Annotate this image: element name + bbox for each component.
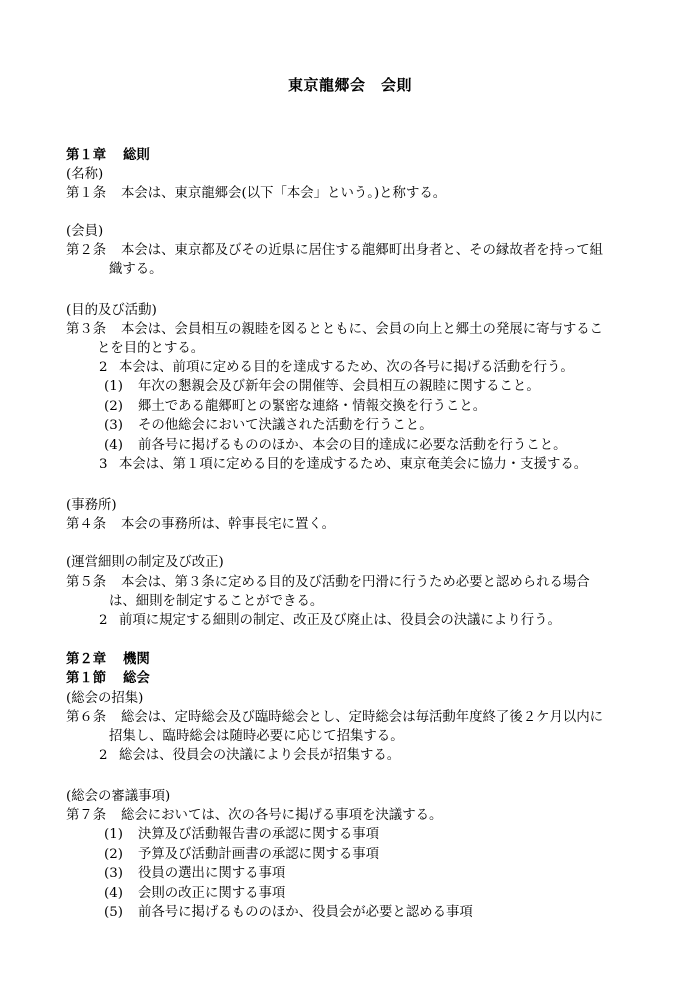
article-3-caption: (目的及び活動) [66,303,157,318]
article-7-item-3-num: (3) [104,866,123,881]
article-1-text: 本会は、東京龍郷会(以下「本会」という。)と称する。 [121,186,447,201]
article-3-item-3-num: (3) [104,418,123,433]
article-3-item-1-text: 年次の懇親会及び新年会の開催等、会員相互の親睦に関すること。 [138,379,540,394]
article-4-text: 本会の事務所は、幹事長宅に置く。 [121,517,335,532]
article-7-item-4-text: 会則の改正に関する事項 [138,886,286,901]
article-6-para-2-text: 総会は、役員会の決議により会長が招集する。 [119,748,401,763]
article-3-para-3-text: 本会は、第１項に定める目的を達成するため、東京奄美会に協力・支援する。 [119,457,588,472]
article-7-item-4 [104,885,285,903]
article-3-line-1 [66,321,603,339]
article-7-text: 総会においては、次の各号に掲げる事項を決議する。 [121,808,443,823]
article-7-item-5-text: 前各号に掲げるもののほか、役員会が必要と認める事項 [138,905,473,920]
article-6-para-2 [99,747,400,765]
article-6-label: 第６条 [66,710,107,725]
article-3-para-2-text: 本会は、前項に定める目的を達成するため、次の各号に掲げる活動を行う。 [119,360,574,375]
chapter-2-heading [66,651,150,669]
article-3-para-2-num: 2 [99,360,108,375]
article-7-item-5 [104,904,473,922]
article-1-label: 第１条 [66,186,107,201]
article-5-line-2: は、細則を制定することができる。 [109,594,324,609]
article-7-line [66,807,442,825]
article-3-item-3 [104,417,433,435]
article-3-item-1 [104,378,540,396]
article-2-caption: (会員) [66,224,104,239]
article-3-line-2: とを目的とする。 [97,341,205,356]
article-5-para-2-num: 2 [99,613,108,628]
chapter-2-title: 機関 [123,652,150,667]
article-2-line-2: 織する。 [109,262,163,277]
chapter-1-heading [66,147,150,165]
article-5-para-2 [99,612,561,630]
article-2-line-1 [66,242,603,260]
article-7-caption: (総会の審議事項) [66,789,171,804]
article-3-item-3-text: その他総会において決議された活動を行うこと。 [138,418,433,433]
article-3-para-3 [99,456,587,474]
article-7-item-3-text: 役員の選出に関する事項 [138,866,286,881]
article-6-text-1: 総会は、定時総会及び臨時総会とし、定時総会は毎活動年度終了後２ケ月以内に [121,710,604,725]
chapter-2-label: 第２章 [66,652,107,667]
article-3-label: 第３条 [66,322,107,337]
chapter-1-title: 総則 [123,148,150,163]
article-7-item-4-num: (4) [104,886,123,901]
article-7-item-1-text: 決算及び活動報告書の承認に関する事項 [138,827,380,842]
article-7-item-2-num: (2) [104,847,123,862]
article-2-text-1: 本会は、東京都及びその近県に居住する龍郷町出身者と、その縁故者を持って組 [121,243,604,258]
article-2-label: 第２条 [66,243,107,258]
article-1-caption: (名称) [66,167,104,182]
article-3-item-4-text: 前各号に掲げるもののほか、本会の目的達成に必要な活動を行うこと。 [138,438,567,453]
article-3-item-4 [104,437,567,455]
article-5-para-2-text: 前項に規定する細則の制定、改正及び廃止は、役員会の決議により行う。 [119,613,561,628]
section-1-title: 総会 [123,671,150,686]
article-6-line-1 [66,709,603,727]
article-5-label: 第５条 [66,575,107,590]
article-7-label: 第７条 [66,808,107,823]
article-6-para-2-num: 2 [99,748,108,763]
article-4-line [66,516,335,534]
article-5-caption: (運営細則の制定及び改正) [66,555,224,570]
article-5-line-1 [66,574,590,592]
chapter-1-label: 第１章 [66,148,107,163]
article-3-item-1-num: (1) [104,379,123,394]
article-1-line [66,185,446,203]
section-1-heading [66,670,150,688]
article-7-item-1 [104,826,379,844]
article-3-para-2 [99,359,574,377]
article-6-caption: (総会の招集) [66,691,144,706]
article-4-label: 第４条 [66,517,107,532]
article-3-item-2 [104,398,486,416]
article-7-item-2-text: 予算及び活動計画書の承認に関する事項 [138,847,380,862]
article-3-item-2-num: (2) [104,399,123,414]
article-3-text-1: 本会は、会員相互の親睦を図るとともに、会員の向上と郷土の発展に寄与するこ [121,322,604,337]
article-7-item-2 [104,846,379,864]
section-1-label: 第１節 [66,671,107,686]
article-3-item-2-text: 郷土である龍郷町との緊密な連絡・情報交換を行うこと。 [138,399,487,414]
document-title: 東京龍郷会 会則 [287,76,412,94]
article-5-text-1: 本会は、第３条に定める目的及び活動を円滑に行うため必要と認められる場合 [121,575,590,590]
article-7-item-3 [104,865,285,883]
article-6-line-2: 招集し、臨時総会は随時必要に応じて招集する。 [109,729,404,744]
article-7-item-5-num: (5) [104,905,123,920]
article-3-para-3-num: 3 [99,457,108,472]
article-7-item-1-num: (1) [104,827,123,842]
article-4-caption: (事務所) [66,498,117,513]
article-3-item-4-num: (4) [104,438,123,453]
